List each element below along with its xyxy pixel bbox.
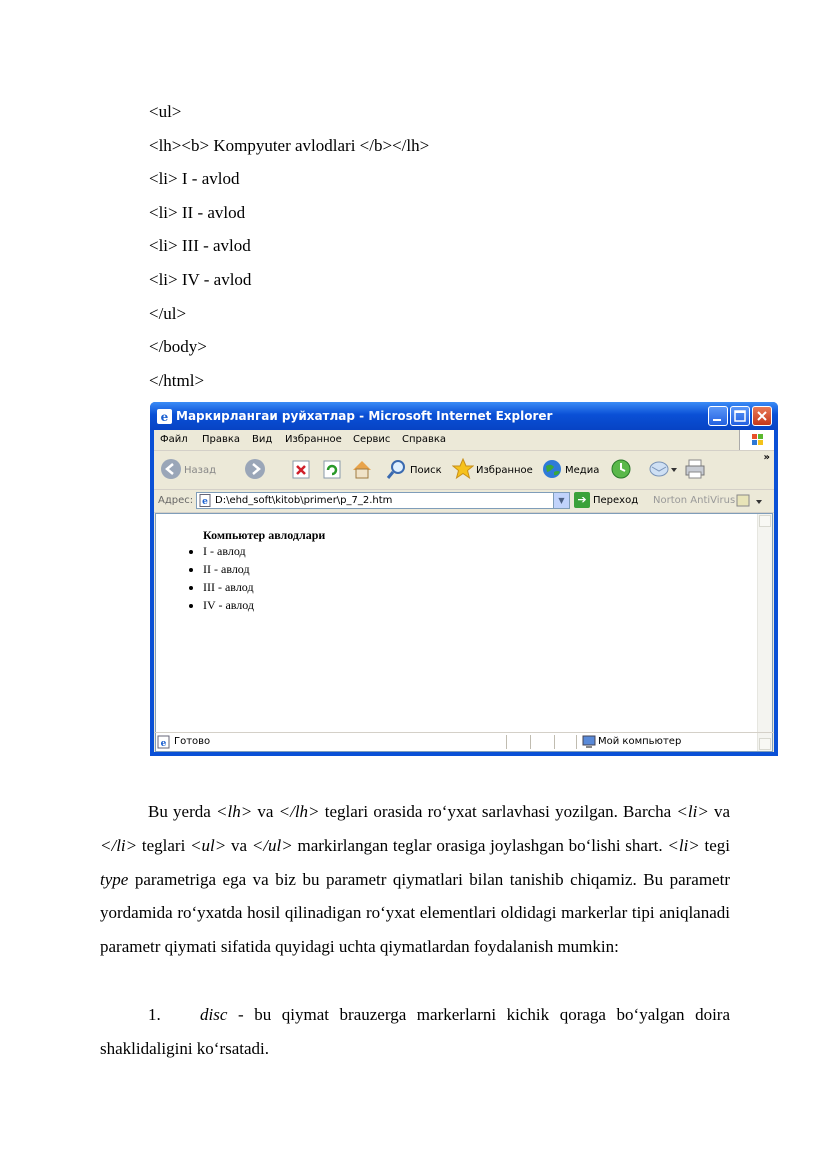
body-paragraph: Bu yerda <lh> va </lh> teglari orasida ro‘yxat sarlavhasi yozilgan. Barcha <li> va </li> teglari <ul> va </ul> markirlangan teglar orasiga joylashgan bo‘lishi shart. <li> tegi type parametriga ega va biz bu parametr qiymatlari bilan tanishib chiqamiz. Bu parametr yordamida ro‘yxatda hosil qilinadigan ro‘yxat elementlari oldidagi markerlar tipi aniqlanadi parametr qiymati sifatida quyidagi uchta qiymatlardan foydalanish mumkin: (100, 802, 731, 957)
code-line: <li> I - avlod (149, 169, 240, 189)
status-text: Готово (174, 736, 211, 747)
menu-favorites[interactable]: Избранное (285, 434, 342, 445)
page-icon (199, 494, 212, 507)
svg-text:e: e (202, 497, 208, 507)
stop-icon (291, 458, 311, 480)
code-line: <li> II - avlod (149, 202, 246, 222)
address-bar (154, 490, 774, 513)
item-number: 1. (148, 1005, 161, 1024)
menu-file[interactable]: Файл (160, 434, 188, 445)
window-title: Маркирлангаи руйхатлар - Microsoft Internet Explorer (176, 409, 553, 423)
toolbar (154, 451, 774, 490)
refresh-icon (322, 458, 342, 480)
forward-button[interactable] (244, 458, 266, 482)
menu-tools[interactable]: Сервис (353, 434, 391, 445)
window-body (154, 430, 774, 752)
list-item: • I - авлод (203, 542, 254, 560)
menu-bar (154, 430, 774, 451)
code-listing (149, 95, 429, 397)
address-dropdown-arrow[interactable]: ▼ (553, 493, 569, 508)
back-button[interactable]: Назад (160, 458, 182, 482)
favorites-button[interactable]: Избранное (452, 458, 474, 482)
print-button[interactable] (684, 458, 706, 482)
page-content (155, 513, 773, 752)
code-line: <ul> (149, 102, 182, 121)
go-arrow-icon: ➔ (574, 492, 590, 508)
minimize-icon (709, 407, 727, 425)
title-bar (150, 402, 778, 430)
history-icon (610, 458, 632, 480)
refresh-button[interactable] (322, 458, 342, 482)
list-item: • III - авлод (203, 578, 254, 596)
maximize-button[interactable] (730, 406, 750, 426)
media-button[interactable]: Медиа (541, 458, 563, 482)
ie-logo-icon (157, 409, 172, 424)
page-done-icon (157, 735, 171, 749)
menu-help[interactable]: Справка (402, 434, 447, 445)
home-button[interactable] (351, 458, 373, 482)
minimize-button[interactable] (708, 406, 728, 426)
item-keyword: disc (200, 1005, 228, 1024)
item-text: - bu qiymat brauzerga markerlarni kichik qoraga bo‘yalgan doira shaklidaligini ko‘rsatadi. (100, 1005, 731, 1058)
forward-arrow-icon (244, 458, 266, 480)
computer-icon (582, 735, 596, 749)
menu-view[interactable]: Вид (252, 434, 273, 445)
go-button[interactable]: ➔ Переход (574, 492, 638, 508)
svg-text:e: e (160, 410, 169, 424)
mail-button[interactable] (648, 458, 678, 482)
code-line: <lh><b> Kompyuter avlodlari </b></lh> (149, 135, 430, 155)
scroll-up-button[interactable] (759, 515, 771, 527)
search-icon (386, 458, 408, 480)
code-line: <li> IV - avlod (149, 269, 252, 289)
star-icon (452, 458, 474, 480)
norton-antivirus-label[interactable]: Norton AntiVirus (653, 495, 736, 506)
address-label: Адрес: (158, 495, 194, 506)
globe-icon (541, 458, 563, 480)
browser-window (150, 402, 778, 756)
close-button[interactable] (752, 406, 772, 426)
close-icon (753, 407, 771, 425)
bullet-list (189, 542, 254, 614)
code-line: </ul> (149, 303, 187, 323)
toolbar-overflow-chevron[interactable]: » (763, 452, 770, 463)
list-item: • IV - авлод (203, 596, 254, 614)
list-item: • II - авлод (203, 560, 254, 578)
back-arrow-icon (160, 458, 182, 480)
norton-options-icon[interactable] (736, 493, 764, 509)
code-line: <li> III - avlod (149, 236, 251, 256)
stop-button[interactable] (291, 458, 311, 482)
code-line: </body> (149, 337, 207, 357)
printer-icon (684, 458, 706, 480)
menu-edit[interactable]: Правка (202, 434, 241, 445)
address-input[interactable] (196, 492, 570, 509)
numbered-item (100, 998, 730, 1066)
zone-text: Мой компьютер (598, 736, 682, 747)
list-heading: Компьютер авлодлари (203, 528, 326, 542)
address-value: D:\ehd_soft\kitob\primer\p_7_2.htm (215, 495, 393, 506)
status-bar (154, 732, 774, 752)
code-line: </html> (149, 370, 205, 390)
search-button[interactable]: Поиск (386, 458, 408, 482)
svg-text:e: e (160, 739, 167, 749)
mail-icon (648, 458, 678, 480)
vertical-scrollbar[interactable] (757, 514, 772, 751)
home-icon (351, 458, 373, 480)
history-button[interactable] (610, 458, 632, 482)
maximize-icon (731, 407, 749, 425)
windows-logo-icon (739, 430, 774, 450)
